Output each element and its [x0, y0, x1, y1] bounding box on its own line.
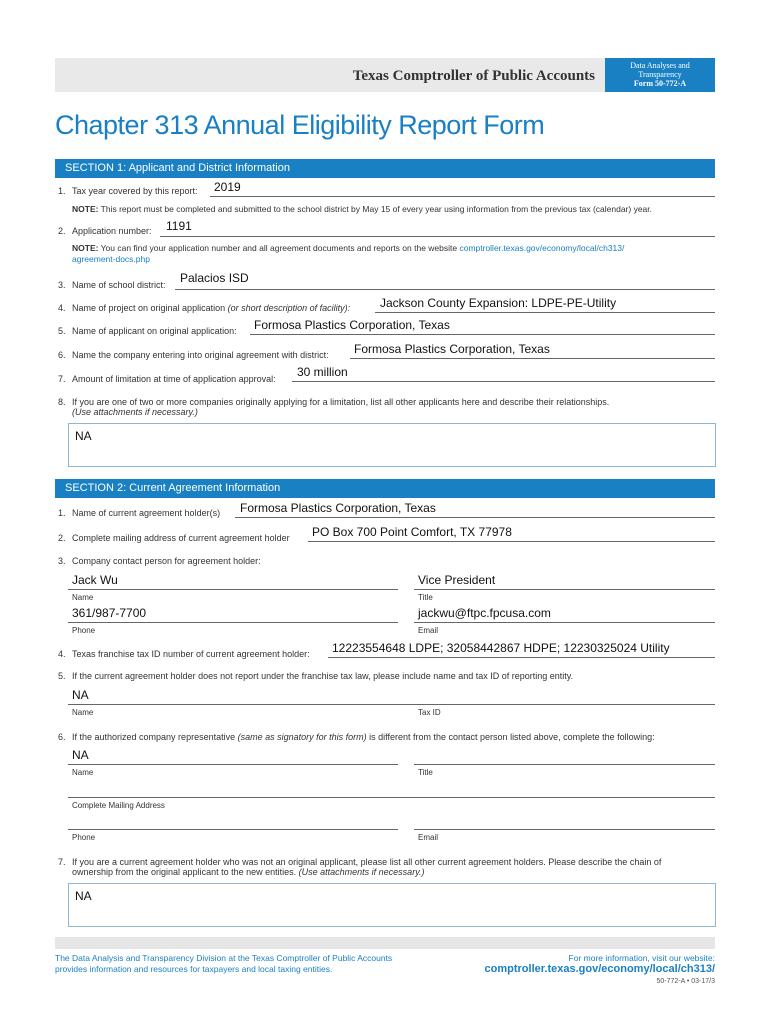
s1-q6-label: Name the company entering into original agreement with district: [72, 350, 329, 360]
s1-note1: NOTE: This report must be completed and submitted to the school district by May 15 of every year using information from the previous tax (calendar) year. [72, 204, 653, 214]
ownership-chain-box[interactable] [68, 883, 716, 927]
tax-year-field[interactable]: 2019 [214, 180, 241, 194]
contact-title-label: Title [418, 593, 433, 602]
s1-q2-label: Application number: [72, 226, 152, 236]
s2-q1-num: 1. [58, 508, 66, 518]
division-line1: Data Analyses and [630, 61, 690, 70]
s1-q8-label: If you are one of two or more companies originally applying for a limitation, list all other applicants here and describe their relationships. [72, 397, 610, 407]
section2-heading: SECTION 2: Current Agreement Information [55, 479, 715, 498]
s1-q3-label: Name of school district: [72, 280, 166, 290]
franchise-tax-id-line [328, 657, 715, 658]
contact-phone-field[interactable]: 361/987-7700 [72, 606, 147, 620]
representative-name-label: Name [72, 768, 94, 777]
s1-q7-num: 7. [58, 374, 66, 384]
s1-q5-label: Name of applicant on original application: [72, 326, 237, 336]
contact-phone-line [68, 622, 398, 623]
school-district-field[interactable]: Palacios ISD [180, 271, 249, 285]
s1-q4-label: Name of project on original application (or short description of facility): [72, 303, 351, 313]
s1-q3-num: 3. [58, 280, 66, 290]
s2-q4-num: 4. [58, 649, 66, 659]
section1-heading: SECTION 1: Applicant and District Information [55, 159, 715, 178]
representative-title-line[interactable] [414, 764, 715, 765]
reporting-entity-name-label: Name [72, 708, 94, 717]
franchise-tax-id-field[interactable]: 12223554648 LDPE; 32058442867 HDPE; 12230325024 Utility [332, 641, 670, 655]
school-district-line [175, 289, 715, 290]
contact-title-line [414, 589, 715, 590]
form-badge [605, 58, 715, 92]
representative-address-line[interactable] [68, 797, 715, 798]
s2-q1-label: Name of current agreement holder(s) [72, 508, 221, 518]
page-title: Chapter 313 Annual Eligibility Report Form [55, 110, 545, 140]
representative-name-line [68, 764, 398, 765]
contact-title-field[interactable]: Vice President [418, 573, 496, 587]
representative-title-label: Title [418, 768, 433, 777]
original-agreement-company-line [350, 358, 715, 359]
representative-phone-line[interactable] [68, 829, 398, 830]
ch313-link[interactable]: comptroller.texas.gov/economy/local/ch313/ [459, 243, 625, 253]
s2-q2-num: 2. [58, 533, 66, 543]
s1-q5-num: 5. [58, 326, 66, 336]
footer-website-link[interactable]: comptroller.texas.gov/economy/local/ch313/ [484, 963, 715, 975]
other-applicants-box[interactable] [68, 423, 716, 467]
original-applicant-field[interactable]: Formosa Plastics Corporation, Texas [254, 318, 450, 332]
s1-q7-label: Amount of limitation at time of application approval: [72, 374, 276, 384]
s1-q4-num: 4. [58, 303, 66, 313]
s2-q7-label2: ownership from the original applicant to the new entities. (Use attachments if necessary.) [72, 867, 425, 877]
footer-website: For more information, visit our website: comptroller.texas.gov/economy/local/ch313/ [484, 953, 715, 975]
s1-q8-num: 8. [58, 397, 66, 407]
footer-band [55, 937, 715, 949]
contact-email-label: Email [418, 626, 439, 635]
s2-q5-label: If the current agreement holder does not report under the franchise tax law, please include name and tax ID of reporting entity. [72, 671, 574, 681]
s2-q5-num: 5. [58, 671, 66, 681]
s2-q6-num: 6. [58, 732, 66, 742]
s2-q6-label: If the authorized company representative (same as signatory for this form) is different from the contact person listed above, complete the following: [72, 732, 655, 742]
project-name-line [375, 312, 715, 313]
s1-note2: NOTE: You can find your application number and all agreement documents and reports on the website comptroller.texas.gov/economy/local/ch313/ [72, 243, 625, 253]
application-number-field[interactable]: 1191 [166, 219, 192, 233]
original-applicant-line [250, 334, 715, 335]
agency-name: Texas Comptroller of Public Accounts [352, 68, 595, 84]
tax-year-line [210, 196, 715, 197]
current-holder-line [235, 517, 715, 518]
agreement-docs-link[interactable]: agreement-docs.php [72, 254, 150, 264]
limitation-amount-field[interactable]: 30 million [297, 365, 348, 379]
original-agreement-company-field[interactable]: Formosa Plastics Corporation, Texas [354, 342, 550, 356]
application-number-line [160, 236, 715, 237]
footer-description: The Data Analysis and Transparency Division at the Texas Comptroller of Public Accounts provides information and resources for taxpayers and local taxing entities. [55, 953, 393, 974]
other-applicants-value: NA [75, 429, 92, 443]
s1-q8-label-italic: (Use attachments if necessary.) [72, 407, 198, 417]
project-name-field[interactable]: Jackson County Expansion: LDPE-PE-Utility [380, 296, 617, 310]
s2-q3-num: 3. [58, 556, 66, 566]
s1-q2-num: 2. [58, 226, 66, 236]
contact-name-label: Name [72, 593, 94, 602]
current-holder-field[interactable]: Formosa Plastics Corporation, Texas [240, 501, 436, 515]
reporting-entity-taxid-label: Tax ID [418, 708, 441, 717]
representative-name-field[interactable]: NA [72, 748, 89, 762]
mailing-address-field[interactable]: PO Box 700 Point Comfort, TX 77978 [312, 525, 512, 539]
reporting-entity-line [68, 704, 715, 705]
limitation-amount-line [292, 381, 715, 382]
mailing-address-line [308, 541, 715, 542]
contact-name-field[interactable]: Jack Wu [72, 573, 118, 587]
contact-phone-label: Phone [72, 626, 96, 635]
s1-q6-num: 6. [58, 350, 66, 360]
reporting-entity-field[interactable]: NA [72, 688, 89, 702]
form-number: Form 50-772-A [633, 79, 687, 88]
representative-phone-label: Phone [72, 833, 96, 842]
contact-email-line [414, 622, 715, 623]
s2-q3-label: Company contact person for agreement holder: [72, 556, 261, 566]
representative-email-label: Email [418, 833, 439, 842]
s1-q1-num: 1. [58, 186, 66, 196]
representative-email-line[interactable] [414, 829, 715, 830]
s2-q7-label: If you are a current agreement holder who was not an original applicant, please list all other current agreement holders. Please describe the chain of [72, 857, 662, 867]
s2-q7-num: 7. [58, 857, 66, 867]
footer-form-code: 50-772-A • 03-17/3 [656, 978, 715, 985]
s1-q1-label: Tax year covered by this report: [72, 186, 198, 196]
s2-q2-label: Complete mailing address of current agreement holder [72, 533, 290, 543]
division-line2: Transparency [638, 70, 682, 79]
contact-email-field[interactable]: jackwu@ftpc.fpcusa.com [418, 606, 551, 620]
representative-address-label: Complete Mailing Address [72, 801, 165, 810]
ownership-chain-value: NA [75, 889, 92, 903]
s2-q4-label: Texas franchise tax ID number of current agreement holder: [72, 649, 310, 659]
contact-name-line [68, 589, 398, 590]
